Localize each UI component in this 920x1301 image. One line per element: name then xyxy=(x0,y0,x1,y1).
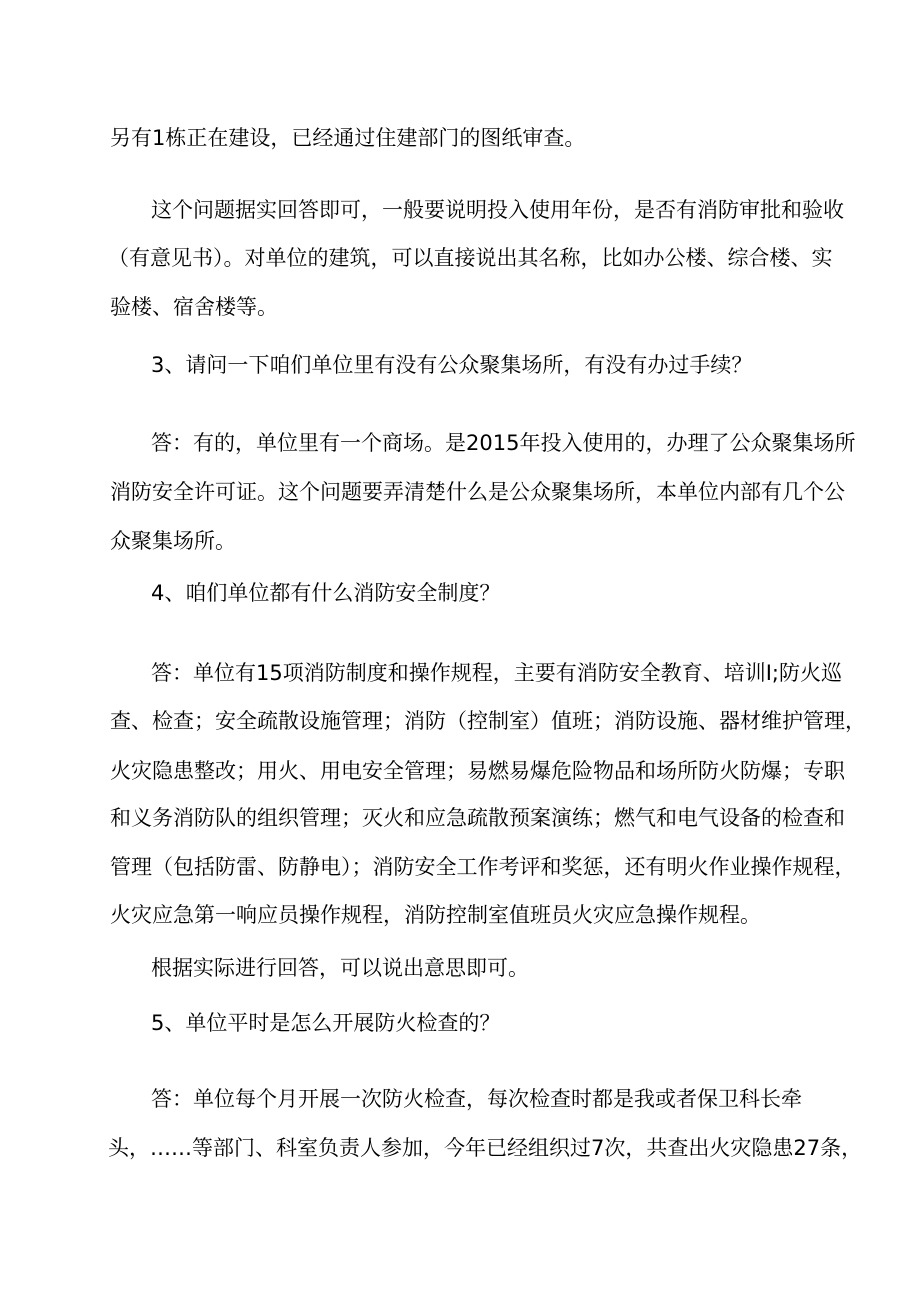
answer-3-line-3: 众聚集场所。 xyxy=(110,529,236,553)
question-5: 5、单位平时是怎么开展防火检查的？ xyxy=(151,1011,501,1035)
answer-4-line-6: 火灾应急第一响应员操作规程，消防控制室值班员火灾应急操作规程。 xyxy=(110,903,761,927)
answer-5-line-2: 头，……等部门、科室负责人参加，今年已经组织过7次，共查出火灾隐患27条， xyxy=(108,1136,863,1160)
answer-4-line-2: 查、检查；安全疏散设施管理；消防（控制室）值班；消防设施、器材维护管理， xyxy=(110,709,866,733)
answer-5-line-1: 答：单位每个月开展一次防火检查，每次检查时都是我或者保卫科长牵 xyxy=(151,1087,802,1111)
note-paragraph-line-2: （有意见书）。对单位的建筑，可以直接说出其名称，比如办公楼、综合楼、实 xyxy=(108,246,833,270)
question-3: 3、请问一下咱们单位里有没有公众聚集场所，有没有办过手续？ xyxy=(151,353,753,377)
answer-4-line-1: 答：单位有15项消防制度和操作规程，主要有消防安全教育、培训I;防火巡 xyxy=(151,661,842,685)
question-4: 4、咱们单位都有什么消防安全制度？ xyxy=(151,581,501,605)
answer-3-line-2: 消防安全许可证。这个问题要弄清楚什么是公众聚集场所，本单位内部有几个公 xyxy=(110,480,845,504)
answer-4-line-4: 和义务消防队的组织管理；灭火和应急疏散预案演练；燃气和电气设备的检查和 xyxy=(110,806,845,830)
paragraph-continuation: 另有1栋正在建设，已经通过住建部门的图纸审查。 xyxy=(110,126,586,150)
answer-4-line-5: 管理（包括防雷、防静电）；消防安全工作考评和奖惩，还有明火作业操作规程， xyxy=(110,855,856,879)
note-paragraph-line-1: 这个问题据实回答即可，一般要说明投入使用年份，是否有消防审批和验收 xyxy=(151,198,844,222)
note-paragraph-line-3: 验楼、宿舍楼等。 xyxy=(110,295,278,319)
answer-3-line-1: 答：有的，单位里有一个商场。是2015年投入使用的，办理了公众聚集场所 xyxy=(151,431,856,455)
answer-4-note: 根据实际进行回答，可以说出意思即可。 xyxy=(151,956,529,980)
answer-4-line-3: 火灾隐患整改；用火、用电安全管理；易燃易爆危险物品和场所防火防爆；专职 xyxy=(110,759,845,783)
